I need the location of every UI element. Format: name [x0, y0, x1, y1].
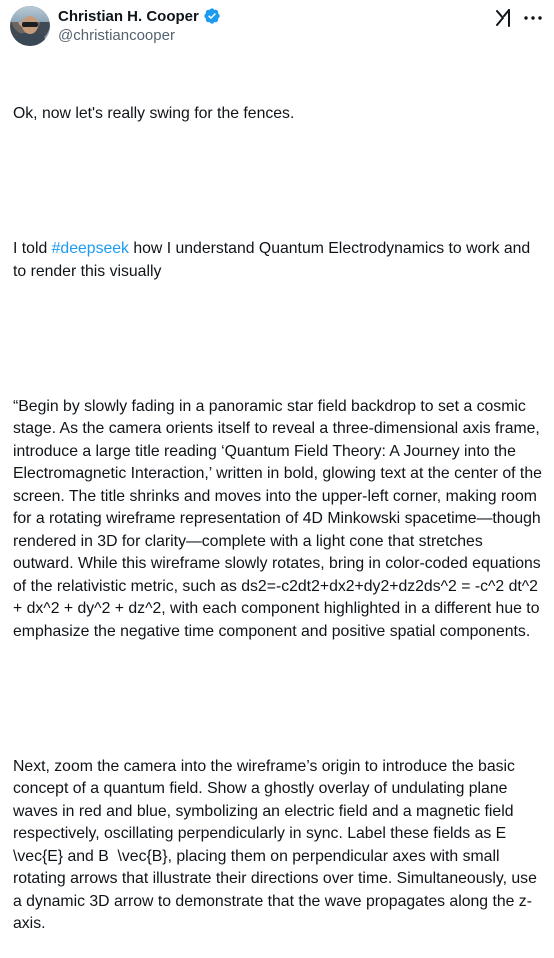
context-prefix: I told [13, 240, 52, 257]
hashtag-link[interactable]: #deepseek [51, 240, 129, 257]
tweet-text [13, 58, 545, 958]
tweet-paragraph-context [13, 238, 545, 283]
verified-badge-icon[interactable] [203, 7, 221, 25]
tweet-paragraph-quote-1: “Begin by slowly fading in a panoramic star field backdrop to set a cosmic stage. As the camera orients itself to reveal a three-dimensional axis frame, introduce a large title reading ‘Quantum Field Theory: A Journey into the Electromagnetic Interaction,’ written in bold, glowing text at the center of the screen. The title shrinks and moves into the upper-left corner, making room for a rotating wireframe representation of 4D Minkowski spacetime—though rendered in 3D for clarity—complete with a light cone that stretches outward. While this wireframe slowly rotates, bring in color-coded equations of the relativistic metric, such as ds2=-c2dt2+dx2+dy2+dz2ds^2 = -c^2 dt^2 + dx^2 + dy^2 + dz^2, with each component highlighted in a different hue to emphasize the negative time component and positive spatial components. [13, 397, 547, 640]
tweet-header [0, 0, 554, 50]
tweet-paragraph-intro: Ok, now let's really swing for the fences. [13, 105, 295, 122]
avatar[interactable] [10, 6, 50, 46]
avatar-sunglasses [22, 22, 38, 27]
name-row [58, 7, 221, 25]
author-display-name[interactable]: Christian H. Cooper [58, 7, 199, 25]
avatar-shirt [14, 33, 46, 46]
grok-icon[interactable] [492, 7, 514, 29]
author-handle[interactable]: @christiancooper [58, 27, 175, 44]
more-options-icon[interactable] [522, 7, 544, 29]
tweet-paragraph-quote-2: Next, zoom the camera into the wireframe’s origin to introduce the basic concept of a quantum field. Show a ghostly overlay of undulating plane waves in red and blue, symbolizing an electric field and a magnetic field respectively, oscillating perpendicularly in sync. Label these fields as E \vec{E} and B \vec{B}, placing them on perpendicular axes with small rotating arrows that illustrate their directions over time. Simultaneously, use a dynamic 3D arrow to demonstrate that the wave propagates along the z-axis. [13, 757, 542, 932]
context-suffix: how I understand Quantum Electrodynamics to work and to render this visually [13, 240, 535, 280]
